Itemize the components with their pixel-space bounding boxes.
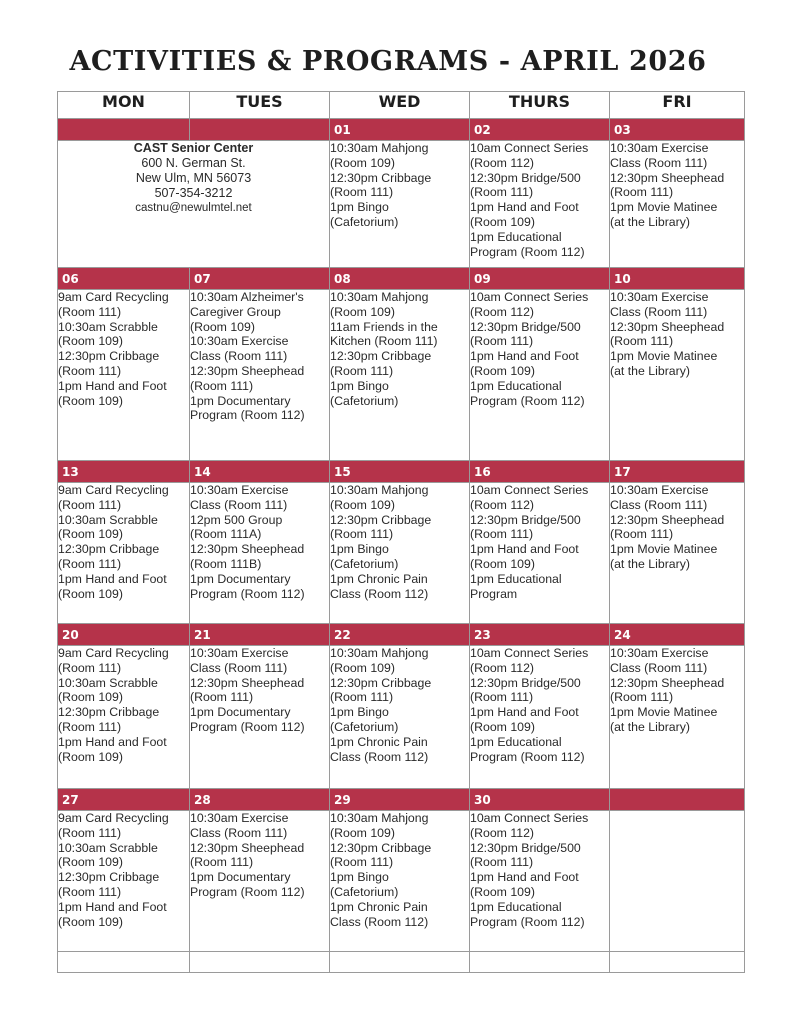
date-number: [610, 789, 745, 811]
event-line: 1pm Documentary: [190, 571, 291, 586]
event-line: Program (Room 112): [470, 393, 585, 408]
event-line: (Room 111): [58, 497, 122, 512]
event-line: (Room 109): [330, 304, 395, 319]
empty-cell: [470, 952, 610, 973]
date-number: 21: [190, 624, 330, 646]
event-line: Class (Room 111): [190, 825, 288, 840]
event-line: Class (Room 112): [330, 586, 429, 601]
event-line: Class (Room 111): [610, 155, 708, 170]
event-line: 1pm Documentary: [190, 705, 291, 720]
empty-cell: [190, 952, 330, 973]
event-line: Kitchen (Room 111): [330, 334, 438, 349]
event-line: 12:30pm Bridge/500: [470, 840, 581, 855]
event-line: 10:30am Exercise: [190, 811, 289, 825]
event-line: (at the Library): [610, 363, 690, 378]
event-line: 12:30pm Bridge/500: [470, 675, 581, 690]
date-number: [190, 119, 330, 141]
center-name: CAST Senior Center: [133, 141, 254, 155]
day-events: [470, 483, 610, 624]
event-line: 1pm Movie Matinee: [610, 705, 718, 720]
date-number: 13: [58, 461, 190, 483]
event-line: (Room 109): [58, 334, 123, 349]
event-line: 10:30am Mahjong: [330, 141, 429, 155]
date-number: 16: [470, 461, 610, 483]
date-number: 29: [330, 789, 470, 811]
event-line: 1pm Educational: [470, 229, 562, 244]
event-line: (Room 111): [190, 855, 254, 870]
event-line: 10:30am Exercise: [610, 290, 709, 304]
date-row: [58, 119, 745, 141]
event-line: (Room 111): [190, 378, 254, 393]
event-line: (Room 111): [330, 185, 394, 200]
event-line: 10:30am Alzheimer's: [190, 290, 304, 304]
event-line: 1pm Hand and Foot: [470, 870, 579, 885]
event-line: (Room 111): [58, 556, 122, 571]
date-row: [58, 789, 745, 811]
event-line: Class (Room 111): [610, 497, 708, 512]
event-line: (Room 109): [470, 556, 535, 571]
date-number: 22: [330, 624, 470, 646]
event-line: (at the Library): [610, 719, 690, 734]
event-line: (Room 109): [470, 884, 535, 899]
event-line: 1pm Documentary: [190, 870, 291, 885]
event-line: 10:30am Scrabble: [58, 319, 158, 334]
event-line: 12:30pm Bridge/500: [470, 170, 581, 185]
event-line: 10:30am Scrabble: [58, 512, 158, 527]
event-line: (Room 111): [58, 363, 122, 378]
event-line: (Room 111A): [190, 527, 262, 542]
event-line: 1pm Bingo: [330, 200, 389, 215]
event-line: 12:30pm Sheephead: [190, 363, 305, 378]
event-line: (Room 111): [330, 527, 394, 542]
event-line: 1pm Hand and Foot: [58, 378, 167, 393]
events-row: [58, 646, 745, 789]
event-line: Program (Room 112): [470, 244, 585, 259]
event-line: (Cafetorium): [330, 884, 399, 899]
date-number: 07: [190, 268, 330, 290]
event-line: 10am Connect Series: [470, 811, 589, 825]
event-line: 1pm Chronic Pain: [330, 899, 428, 914]
event-line: (Room 111B): [190, 556, 262, 571]
event-line: Program (Room 112): [190, 408, 305, 423]
event-line: Class (Room 111): [190, 497, 288, 512]
event-line: (Room 109): [58, 586, 123, 601]
date-row: [58, 268, 745, 290]
event-line: (Room 109): [330, 660, 395, 675]
day-events: [610, 290, 745, 461]
date-number: 24: [610, 624, 745, 646]
event-line: (Room 111): [610, 690, 674, 705]
calendar-grid: [57, 91, 745, 973]
event-line: (Room 109): [330, 825, 395, 840]
day-events: [330, 141, 470, 268]
event-line: (Room 111): [610, 527, 674, 542]
day-events: [330, 811, 470, 952]
event-line: 1pm Hand and Foot: [470, 200, 579, 215]
event-line: (Room 112): [470, 497, 535, 512]
event-line: 12:30pm Bridge/500: [470, 512, 581, 527]
event-line: 1pm Hand and Foot: [58, 899, 167, 914]
event-line: 12:30pm Sheephead: [610, 512, 725, 527]
event-line: 12:30pm Cribbage: [58, 705, 160, 720]
day-events: [330, 290, 470, 461]
event-line: 10:30am Mahjong: [330, 811, 429, 825]
event-line: 1pm Chronic Pain: [330, 571, 428, 586]
event-line: Class (Room 111): [190, 660, 288, 675]
event-line: (Room 112): [470, 660, 535, 675]
event-line: 10:30am Exercise: [610, 483, 709, 497]
date-number: 01: [330, 119, 470, 141]
date-number: 10: [610, 268, 745, 290]
event-line: 1pm Bingo: [330, 542, 389, 557]
event-line: (Room 111): [330, 855, 394, 870]
event-line: 12:30pm Cribbage: [330, 512, 432, 527]
event-line: (Room 109): [58, 527, 123, 542]
event-line: (Room 111): [330, 690, 394, 705]
event-line: 10am Connect Series: [470, 141, 589, 155]
day-events: [470, 141, 610, 268]
event-line: 1pm Hand and Foot: [470, 705, 579, 720]
day-events: [190, 811, 330, 952]
date-number: 27: [58, 789, 190, 811]
day-events: [190, 483, 330, 624]
day-events: [190, 290, 330, 461]
weekday-header: WED: [330, 92, 470, 119]
date-number: 20: [58, 624, 190, 646]
date-number: 06: [58, 268, 190, 290]
event-line: 1pm Documentary: [190, 393, 291, 408]
event-line: 12:30pm Cribbage: [58, 542, 160, 557]
date-row: [58, 624, 745, 646]
empty-cell: [610, 952, 745, 973]
event-line: 12:30pm Cribbage: [330, 840, 432, 855]
event-line: 1pm Educational: [470, 571, 562, 586]
event-line: Class (Room 111): [190, 349, 288, 364]
page-title: ACTIVITIES & PROGRAMS - APRIL 2026: [69, 46, 707, 77]
weekday-header: THURS: [470, 92, 610, 119]
center-city: New Ulm, MN 56073: [135, 171, 252, 185]
event-line: 1pm Bingo: [330, 378, 389, 393]
event-line: 10:30am Scrabble: [58, 675, 158, 690]
event-line: Program (Room 112): [470, 914, 585, 929]
center-street: 600 N. German St.: [141, 156, 246, 170]
event-line: Program (Room 112): [470, 749, 585, 764]
event-line: (Room 111): [58, 660, 122, 675]
event-line: Program (Room 112): [190, 884, 305, 899]
event-line: (Room 111): [470, 527, 534, 542]
event-line: (Room 111): [58, 304, 122, 319]
event-line: 12:30pm Sheephead: [610, 675, 725, 690]
date-number: 09: [470, 268, 610, 290]
event-line: 10:30am Exercise: [610, 646, 709, 660]
event-line: 10:30am Scrabble: [58, 840, 158, 855]
event-line: 1pm Hand and Foot: [470, 542, 579, 557]
event-line: (Room 109): [58, 749, 123, 764]
event-line: 10am Connect Series: [470, 290, 589, 304]
event-line: 12:30pm Cribbage: [330, 675, 432, 690]
event-line: 10:30am Mahjong: [330, 483, 429, 497]
weekday-header: FRI: [610, 92, 745, 119]
event-line: Program (Room 112): [190, 719, 305, 734]
event-line: 12pm 500 Group: [190, 512, 283, 527]
event-line: (Room 109): [58, 690, 123, 705]
day-events: [610, 483, 745, 624]
event-line: (Room 109): [190, 319, 255, 334]
event-line: (Room 109): [330, 497, 395, 512]
event-line: 12:30pm Sheephead: [190, 675, 305, 690]
date-number: [58, 119, 190, 141]
event-line: (Room 111): [330, 363, 394, 378]
event-line: (Room 109): [58, 393, 123, 408]
event-line: 10:30am Exercise: [190, 483, 289, 497]
event-line: (Room 112): [470, 304, 535, 319]
weekday-header: TUES: [190, 92, 330, 119]
day-events: [330, 646, 470, 789]
event-line: (at the Library): [610, 214, 690, 229]
date-number: 30: [470, 789, 610, 811]
day-events: [190, 646, 330, 789]
date-number: 03: [610, 119, 745, 141]
day-events: [58, 290, 190, 461]
event-line: (Room 109): [470, 214, 535, 229]
event-line: 10:30am Exercise: [190, 646, 289, 660]
date-number: 28: [190, 789, 330, 811]
center-email: castnu@newulmtel.net: [135, 202, 252, 214]
event-line: 10am Connect Series: [470, 646, 589, 660]
event-line: 10:30am Mahjong: [330, 290, 429, 304]
event-line: Class (Room 111): [610, 304, 708, 319]
events-row: [58, 483, 745, 624]
event-line: Class (Room 111): [610, 660, 708, 675]
event-line: (Room 111): [470, 334, 534, 349]
event-line: 1pm Hand and Foot: [58, 571, 167, 586]
date-number: 14: [190, 461, 330, 483]
day-events: [610, 141, 745, 268]
event-line: 10:30am Mahjong: [330, 646, 429, 660]
event-line: 12:30pm Cribbage: [58, 870, 160, 885]
events-row: [58, 141, 745, 268]
event-line: 12:30pm Bridge/500: [470, 319, 581, 334]
events-row: [58, 290, 745, 461]
event-line: 10am Connect Series: [470, 483, 589, 497]
event-line: (Room 109): [58, 855, 123, 870]
day-events: [470, 646, 610, 789]
event-line: 1pm Movie Matinee: [610, 200, 718, 215]
event-line: 1pm Bingo: [330, 870, 389, 885]
event-line: Caregiver Group: [190, 304, 281, 319]
event-line: (Room 111): [470, 185, 534, 200]
event-line: 12:30pm Sheephead: [190, 840, 305, 855]
center-info: [58, 141, 330, 268]
empty-footer-row: [58, 952, 745, 973]
event-line: (Cafetorium): [330, 556, 399, 571]
event-line: Program (Room 112): [190, 586, 305, 601]
event-line: 1pm Hand and Foot: [58, 734, 167, 749]
event-line: (Cafetorium): [330, 719, 399, 734]
weekday-header-row: [58, 92, 745, 119]
center-phone: 507-354-3212: [154, 186, 233, 200]
event-line: 12:30pm Cribbage: [330, 349, 432, 364]
day-events: [58, 811, 190, 952]
event-line: 1pm Educational: [470, 899, 562, 914]
weekday-header: MON: [58, 92, 190, 119]
date-number: 23: [470, 624, 610, 646]
event-line: (Room 109): [470, 363, 535, 378]
event-line: 1pm Chronic Pain: [330, 734, 428, 749]
event-line: (Room 111): [58, 825, 122, 840]
event-line: 12:30pm Sheephead: [610, 170, 725, 185]
event-line: 9am Card Recycling: [58, 646, 169, 660]
event-line: (Room 111): [470, 690, 534, 705]
event-line: 1pm Bingo: [330, 705, 389, 720]
event-line: 12:30pm Sheephead: [610, 319, 725, 334]
event-line: 12:30pm Cribbage: [330, 170, 432, 185]
event-line: (Room 111): [470, 855, 534, 870]
event-line: (Room 111): [610, 334, 674, 349]
day-events: [610, 811, 745, 952]
date-number: 08: [330, 268, 470, 290]
empty-cell: [58, 952, 190, 973]
event-line: (Room 109): [470, 719, 535, 734]
day-events: [470, 811, 610, 952]
event-line: 12:30pm Cribbage: [58, 349, 160, 364]
day-events: [610, 646, 745, 789]
event-line: (Room 109): [330, 155, 395, 170]
date-number: 15: [330, 461, 470, 483]
event-line: (Room 111): [58, 884, 122, 899]
event-line: 1pm Hand and Foot: [470, 349, 579, 364]
event-line: (Room 111): [58, 719, 122, 734]
event-line: 10:30am Exercise: [610, 141, 709, 155]
day-events: [58, 483, 190, 624]
event-line: 11am Friends in the: [330, 319, 438, 334]
event-line: (Room 112): [470, 155, 535, 170]
event-line: 1pm Educational: [470, 734, 562, 749]
event-line: 1pm Movie Matinee: [610, 349, 718, 364]
event-line: (Cafetorium): [330, 393, 399, 408]
date-number: 02: [470, 119, 610, 141]
date-number: 17: [610, 461, 745, 483]
day-events: [330, 483, 470, 624]
events-row: [58, 811, 745, 952]
event-line: Class (Room 112): [330, 749, 429, 764]
event-line: (Room 109): [58, 914, 123, 929]
event-line: (Room 111): [610, 185, 674, 200]
event-line: (Room 112): [470, 825, 535, 840]
event-line: 9am Card Recycling: [58, 483, 169, 497]
event-line: (at the Library): [610, 556, 690, 571]
event-line: 10:30am Exercise: [190, 334, 289, 349]
event-line: (Cafetorium): [330, 214, 399, 229]
date-row: [58, 461, 745, 483]
day-events: [58, 646, 190, 789]
event-line: 1pm Movie Matinee: [610, 542, 718, 557]
event-line: Class (Room 112): [330, 914, 429, 929]
event-line: 9am Card Recycling: [58, 811, 169, 825]
event-line: 12:30pm Sheephead: [190, 542, 305, 557]
event-line: (Room 111): [190, 690, 254, 705]
empty-cell: [330, 952, 470, 973]
event-line: 1pm Educational: [470, 378, 562, 393]
event-line: 9am Card Recycling: [58, 290, 169, 304]
event-line: Program: [470, 586, 518, 601]
day-events: [470, 290, 610, 461]
